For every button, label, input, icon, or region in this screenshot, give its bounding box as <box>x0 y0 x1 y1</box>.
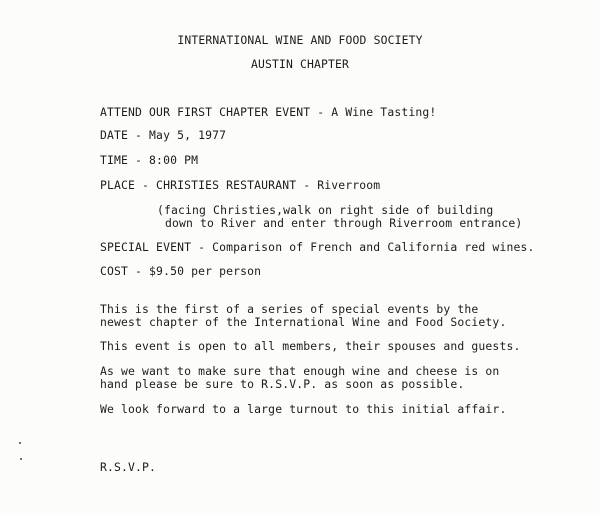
event-directions-line-2: down to River and enter through Riverroom entrance) <box>165 216 523 230</box>
event-headline: ATTEND OUR FIRST CHAPTER EVENT - A Wine Tasting! <box>100 105 437 119</box>
scan-speck <box>19 442 21 444</box>
org-title: INTERNATIONAL WINE AND FOOD SOCIETY <box>177 33 423 47</box>
intro-line-2: newest chapter of the International Wine and Food Society. <box>100 315 507 329</box>
closing-line: We look forward to a large turnout to this initial affair. <box>100 402 507 416</box>
rsvp-request-line-2: hand please be sure to R.S.V.P. as soon as possible. <box>100 377 465 391</box>
chapter-title: AUSTIN CHAPTER <box>250 57 350 71</box>
event-directions-line-1: (facing Christies,walk on right side of building <box>157 203 494 217</box>
special-event: SPECIAL EVENT - Comparison of French and California red wines. <box>100 240 535 254</box>
event-date: DATE - May 5, 1977 <box>100 128 227 142</box>
intro-line-1: This is the first of a series of special events by the <box>100 302 479 316</box>
event-time: TIME - 8:00 PM <box>100 153 199 167</box>
event-cost: COST - $9.50 per person <box>100 264 262 278</box>
event-place: PLACE - CHRISTIES RESTAURANT - Riverroom <box>100 178 381 192</box>
scan-speck <box>20 458 22 460</box>
rsvp-request-line-1: As we want to make sure that enough wine and cheese is on <box>100 364 500 378</box>
open-to-members: This event is open to all members, their spouses and guests. <box>100 339 521 353</box>
rsvp-footer: R.S.V.P. <box>100 460 157 474</box>
